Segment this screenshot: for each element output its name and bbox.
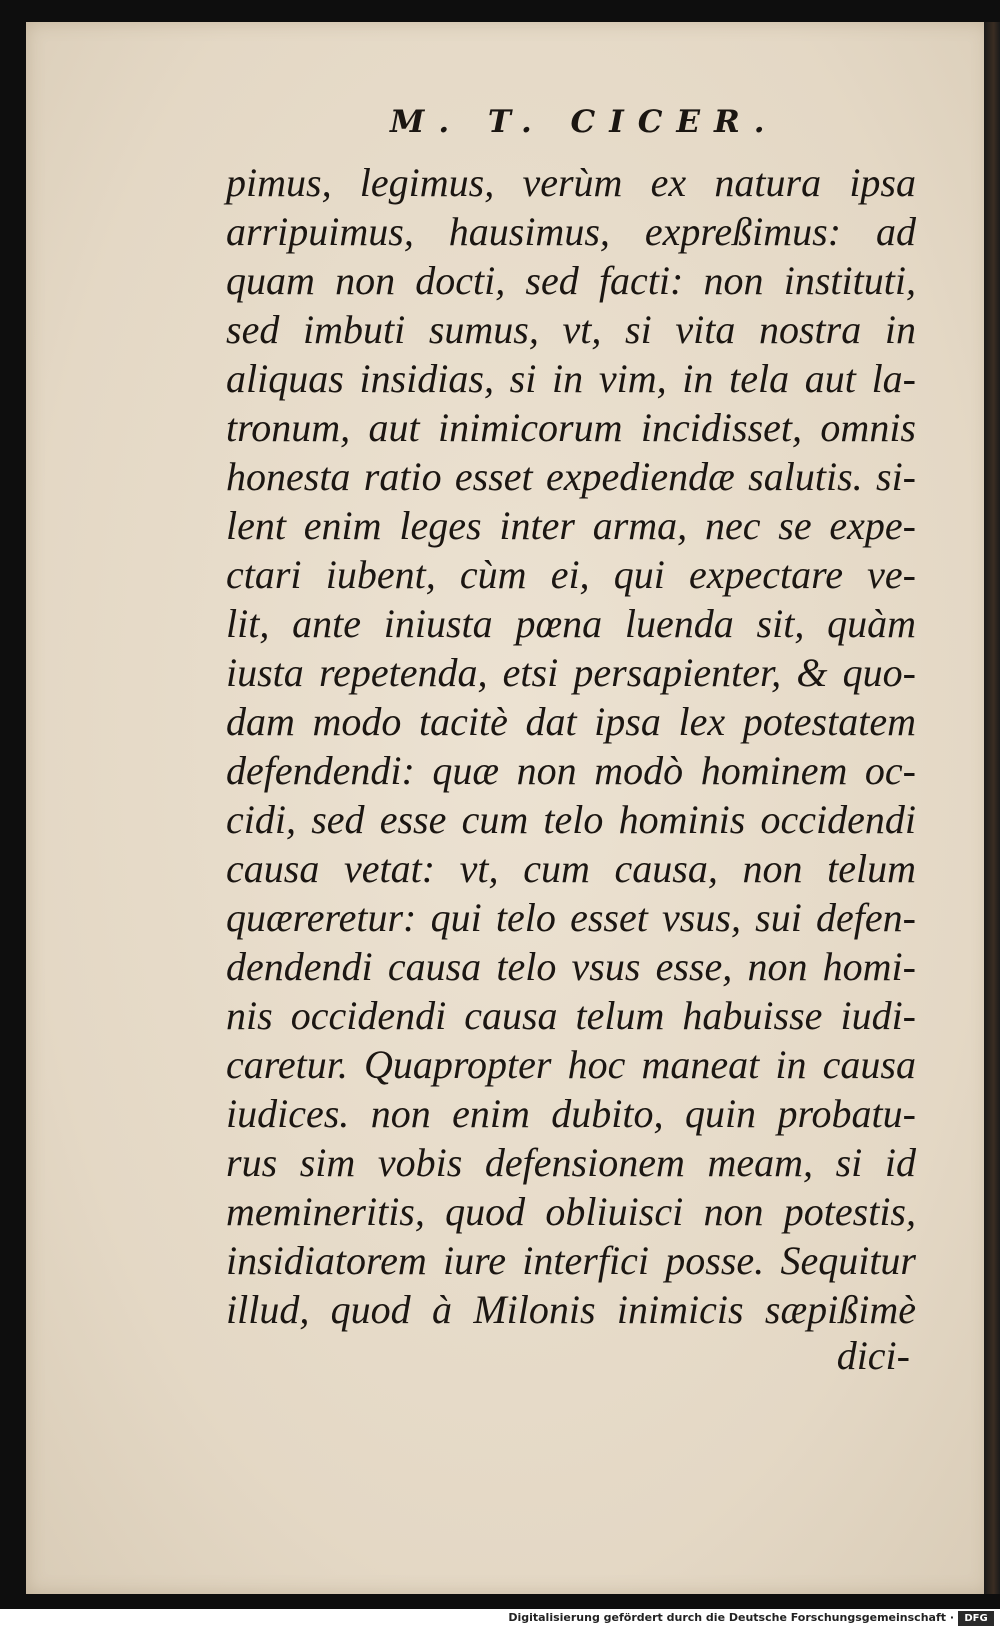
page-edge bbox=[984, 22, 1000, 1594]
text-line: nis occidendi causa telum habuisse iudi- bbox=[226, 993, 916, 1038]
text-line: dendendi causa telo vsus esse, non homi- bbox=[226, 944, 916, 989]
text-line: quæreretur: qui telo esset vsus, sui defen- bbox=[226, 895, 916, 940]
text-line: arripuimus, hausimus, expreßimus: ad bbox=[226, 209, 916, 254]
text-line: tronum, aut inimicorum incidisset, omnis bbox=[226, 405, 916, 450]
text-line: iusta repetenda, etsi persapienter, & quo- bbox=[226, 650, 916, 695]
text-line: illud, quod à Milonis inimicis sæpißimè bbox=[226, 1287, 916, 1332]
text-block bbox=[226, 158, 916, 1334]
text-line: pimus, legimus, verùm ex natura ipsa bbox=[226, 160, 916, 205]
text-line: rus sim vobis defensionem meam, si id bbox=[226, 1140, 916, 1185]
text-line: cidi, sed esse cum telo hominis occidendi bbox=[226, 797, 916, 842]
dfg-logo: DFG bbox=[958, 1611, 994, 1626]
text-line: iudices. non enim dubito, quin probatu- bbox=[226, 1091, 916, 1136]
text-line: causa vetat: vt, cum causa, non telum bbox=[226, 846, 916, 891]
text-line: lit, ante iniusta pœna luenda sit, quàm bbox=[226, 601, 916, 646]
text-line: quam non docti, sed facti: non instituti, bbox=[226, 258, 916, 303]
running-header: M. T. CICER. bbox=[390, 104, 779, 140]
text-line: lent enim leges inter arma, nec se expe- bbox=[226, 503, 916, 548]
funding-credit: Digitalisierung gefördert durch die Deutsche Forschungsgemeinschaft · bbox=[508, 1611, 954, 1624]
text-line: caretur. Quapropter hoc maneat in causa bbox=[226, 1042, 916, 1087]
text-line: aliquas insidias, si in vim, in tela aut la- bbox=[226, 356, 916, 401]
text-line: dam modo tacitè dat ipsa lex potestatem bbox=[226, 699, 916, 744]
text-line: ctari iubent, cùm ei, qui expectare ve- bbox=[226, 552, 916, 597]
text-line: sed imbuti sumus, vt, si vita nostra in bbox=[226, 307, 916, 352]
catchword: dici- bbox=[836, 1333, 910, 1378]
text-line: memineritis, quod obliuisci non potestis, bbox=[226, 1189, 916, 1234]
text-line: honesta ratio esset expediendæ salutis. si- bbox=[226, 454, 916, 499]
text-line: defendendi: quæ non modò hominem oc- bbox=[226, 748, 916, 793]
text-line: insidiatorem iure interfici posse. Sequitur bbox=[226, 1238, 916, 1283]
